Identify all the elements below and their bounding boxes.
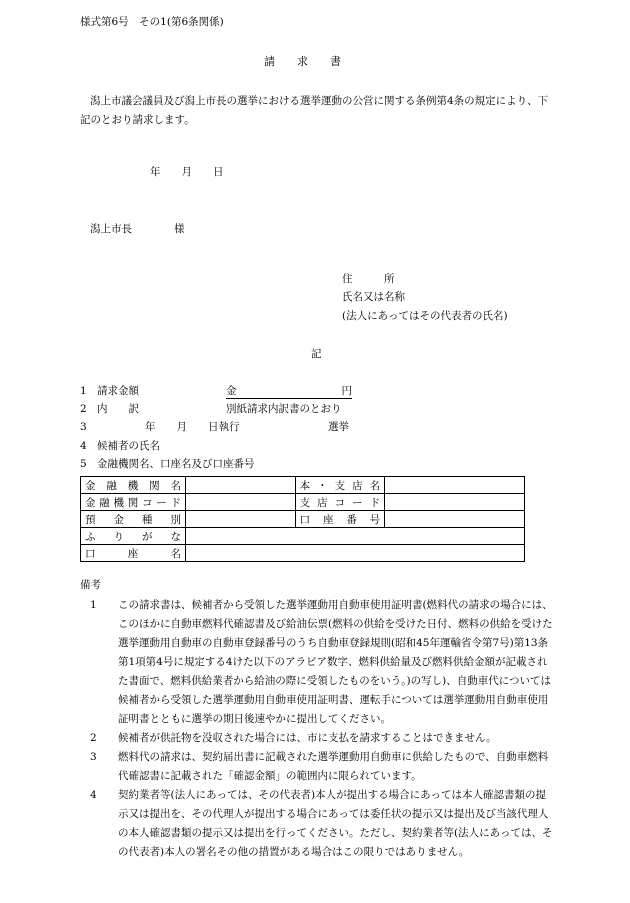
item-2-number: 2 <box>80 403 87 415</box>
name-label: 氏名又は名称 <box>342 291 405 303</box>
intro-paragraph: 潟上市議会議員及び潟上市長の選挙における選挙運動の公営に関する条例第4条の規定により、下記のとおり請求します。 <box>80 95 549 126</box>
furigana-label: ふりがな <box>81 528 186 545</box>
item-4-label: 候補者の氏名 <box>97 440 160 452</box>
address-label: 住 所 <box>342 273 395 285</box>
ki-heading: 記 <box>311 348 322 360</box>
account-number-label: 口座番号 <box>295 511 385 528</box>
note-text: 燃料代の請求は、契約届出書に記載された選挙運動用自動車に供給したもので、自動車燃料代確認書に記載された「確認金額」の範囲内に限られています。 <box>118 751 549 782</box>
deposit-type-label: 預金種別 <box>81 511 186 528</box>
table-row <box>81 494 525 511</box>
note-item <box>80 748 555 786</box>
account-name-cell[interactable] <box>186 545 525 562</box>
bank-code-label: 金融機関コード <box>81 494 186 511</box>
table-row <box>81 511 525 528</box>
item-2-value: 別紙請求内訳書のとおり <box>226 403 342 415</box>
item-3-date: 年 月 日執行 <box>145 421 240 433</box>
notes-heading: 備考 <box>80 579 101 591</box>
item-2-label: 内 訳 <box>97 403 139 415</box>
account-name-label: 口座名 <box>81 545 186 562</box>
branch-label: 本・支店名 <box>295 477 385 494</box>
claim-amount-field <box>226 385 352 399</box>
note-number: 3 <box>90 751 97 763</box>
item-4-number: 4 <box>80 440 87 452</box>
table-row <box>81 528 525 545</box>
table-row <box>81 545 525 562</box>
yen-prefix: 金 <box>226 385 237 397</box>
branch-code-cell[interactable] <box>385 494 525 511</box>
branch-code-label: 支店コード <box>295 494 385 511</box>
yen-suffix: 円 <box>341 385 352 397</box>
note-number: 2 <box>90 732 97 744</box>
notes-section <box>80 576 555 862</box>
addressee: 潟上市長 様 <box>90 223 185 235</box>
note-number: 4 <box>90 789 97 801</box>
bank-code-cell[interactable] <box>186 494 296 511</box>
note-item <box>80 729 555 748</box>
bank-name-label: 金融機関名 <box>81 477 186 494</box>
item-3-value: 選挙 <box>328 421 349 433</box>
item-5-label: 金融機関名、口座名及び口座番号 <box>97 458 255 470</box>
note-text: 候補者が供託物を没収された場合には、市に支払を請求することはできません。 <box>118 732 497 744</box>
note-item <box>80 596 555 729</box>
document-title: 請 求 書 <box>264 55 341 68</box>
item-3-number: 3 <box>80 421 87 433</box>
item-5-number: 5 <box>80 458 87 470</box>
bank-table <box>80 476 525 562</box>
deposit-type-cell[interactable] <box>186 511 296 528</box>
note-number: 1 <box>90 599 97 611</box>
note-text: 契約業者等(法人にあっては、その代表者)本人が提出する場合にあっては本人確認書類の提示又は提出を、その代理人が提出する場合にあっては委任状の提示又は提出及び当該代理人の本人確認書類の提示又は提出を行ってください。ただし、契約業者等(法人にあっては、その代表者)本人の署名その他の措置がある場合はこの限りではありません。 <box>118 789 553 858</box>
item-1-label: 請求金額 <box>97 385 139 397</box>
note-text: この請求書は、候補者から受領した選挙運動用自動車使用証明書(燃料代の請求の場合には、このほかに自動車燃料代確認書及び給油伝票(燃料の供給を受けた日付、燃料の供給を受けた選挙運動用自動車の自動車登録番号のうち自動車登録規則(昭和45年運輸省令第7号)第13条第1項第4号に規定する4けた以下のアラビア数字、燃料供給量及び燃料供給金額が記載された書面で、燃料供給業者から給油の際に受領したものをいう。)の写し)、自動車代については候補者から受領した選挙運動用自動車使用証明書、運転手については選挙運動用自動車使用証明書とともに選挙の期日後速やかに提出してください。 <box>118 599 553 725</box>
bank-name-cell[interactable] <box>186 477 296 494</box>
item-1-number: 1 <box>80 385 87 397</box>
branch-cell[interactable] <box>385 477 525 494</box>
form-number: 様式第6号 その1(第6条関係) <box>80 16 224 28</box>
date-line: 年 月 日 <box>150 166 224 178</box>
account-number-cell[interactable] <box>385 511 525 528</box>
furigana-cell[interactable] <box>186 528 525 545</box>
note-item <box>80 786 555 862</box>
table-row <box>81 477 525 494</box>
representative-note: (法人にあってはその代表者の氏名) <box>342 310 508 322</box>
